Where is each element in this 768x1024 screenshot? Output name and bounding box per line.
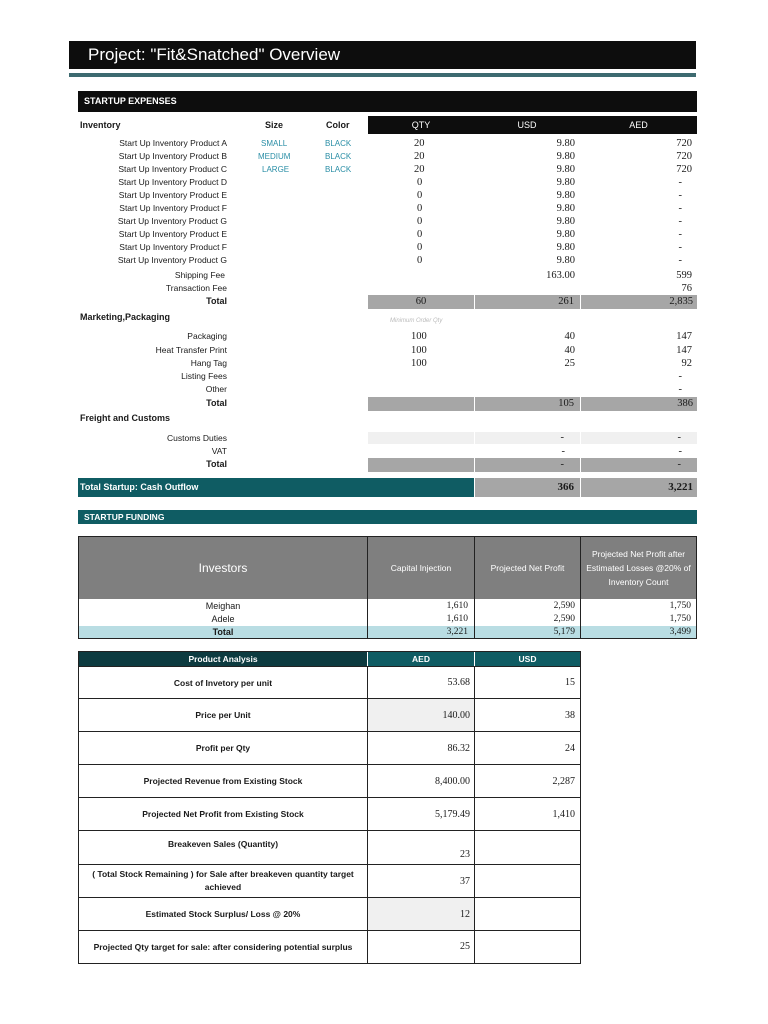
freight-row-usd: - <box>561 446 565 457</box>
investors-col-header: Investors <box>79 537 367 599</box>
marketing-row-aed: 147 <box>676 331 692 342</box>
pa-row-label: Projected Qty target for sale: after considering potential surplus <box>93 941 353 952</box>
product-analysis-header: Product Analysis <box>79 652 367 666</box>
inventory-row-color: BLACK <box>325 152 352 161</box>
investor-name: Meighan <box>205 601 241 611</box>
investor-after-losses: 1,750 <box>669 614 691 624</box>
freight-row-aed: - <box>678 446 682 457</box>
marketing-total-label: Total <box>206 398 227 408</box>
investor-net-profit: 2,590 <box>553 601 575 611</box>
page-title: Project: "Fit&Snatched" Overview <box>88 45 341 64</box>
inventory-row-qty: 0 <box>417 216 423 227</box>
freight-total-usd: - <box>475 458 580 472</box>
pa-row-aed: 37 <box>460 875 470 887</box>
after-losses-col-header: Projected Net Profit after Estimated Losses @20% of Inventory Count <box>581 537 696 599</box>
marketing-total-qty-cell <box>368 397 474 411</box>
inventory-row-label: Start Up Inventory Product C <box>118 164 227 174</box>
marketing-total-aed: 386 <box>581 397 697 411</box>
inventory-row-usd: 9.80 <box>556 203 575 214</box>
shipping-fee-label: Shipping Fee <box>174 270 225 280</box>
marketing-row-qty: 100 <box>411 345 427 356</box>
inventory-row-color: BLACK <box>325 139 352 148</box>
pa-row-usd <box>475 865 575 897</box>
min-order-note: Minimum Order Qty <box>390 318 443 324</box>
pa-row-usd <box>475 845 575 863</box>
freight-total-qty-cell <box>368 458 474 472</box>
investor-name: Adele <box>211 614 235 624</box>
col-inventory: Inventory <box>80 120 121 130</box>
marketing-total-usd: 105 <box>475 397 580 411</box>
pa-row-label: Projected Net Profit from Existing Stock <box>142 809 304 819</box>
transaction-fee-label: Transaction Fee <box>165 283 227 293</box>
inventory-row-label: Start Up Inventory Product G <box>117 255 227 265</box>
inventory-row-size: LARGE <box>262 165 290 174</box>
inventory-row-label: Start Up Inventory Product E <box>118 190 227 200</box>
inventory-row-qty: 20 <box>414 151 425 162</box>
inventory-row-label: Start Up Inventory Product B <box>118 151 227 161</box>
pa-row-aed: 5,179.49 <box>435 808 470 820</box>
pa-row-label: Profit per Qty <box>195 743 251 753</box>
shipping-fee-aed: 599 <box>676 270 692 281</box>
freight-row-aed: - <box>581 432 697 444</box>
inventory-row-aed: - <box>678 255 682 266</box>
marketing-row-label: Hang Tag <box>190 358 227 368</box>
investors-total-net-profit: 5,179 <box>553 627 575 637</box>
inventory-row-usd: 9.80 <box>556 177 575 188</box>
inventory-row-aed: 720 <box>676 151 692 162</box>
freight-section-label: Freight and Customs <box>80 413 171 423</box>
marketing-row-qty: 100 <box>411 331 427 342</box>
inventory-row-qty: 0 <box>417 229 423 240</box>
inventory-row-aed: - <box>678 229 682 240</box>
pa-row-label: Breakeven Sales (Quantity) <box>167 839 279 849</box>
inventory-row-aed: - <box>678 190 682 201</box>
marketing-row-label: Packaging <box>187 331 227 341</box>
pa-col-usd: USD <box>475 652 580 666</box>
inventory-row-label: Start Up Inventory Product E <box>118 229 227 239</box>
inventory-row-usd: 9.80 <box>556 216 575 227</box>
pa-row-usd <box>475 898 575 930</box>
startup-funding-header: STARTUP FUNDING <box>78 510 697 524</box>
pa-row-usd: 15 <box>565 677 575 688</box>
col-size: Size <box>265 120 284 130</box>
marketing-row-aed: - <box>678 384 682 395</box>
inventory-total-usd: 261 <box>475 295 580 309</box>
investor-after-losses: 1,750 <box>669 601 691 611</box>
inventory-row-size: MEDIUM <box>258 152 291 161</box>
freight-row-qty-cell <box>368 432 474 444</box>
pa-col-aed: AED <box>368 652 474 666</box>
investors-total-capital: 3,221 <box>446 627 468 637</box>
pa-row-usd: 2,287 <box>552 775 575 787</box>
inventory-row-aed: - <box>678 216 682 227</box>
marketing-row-label: Other <box>205 384 227 394</box>
capital-col-header: Capital Injection <box>368 537 474 599</box>
investor-capital: 1,610 <box>446 601 468 611</box>
col-color: Color <box>326 120 350 130</box>
inventory-row-label: Start Up Inventory Product G <box>117 216 227 226</box>
pa-row-label: Price per Unit <box>195 710 251 720</box>
inventory-row-usd: 9.80 <box>556 138 575 149</box>
inventory-row-usd: 9.80 <box>556 190 575 201</box>
marketing-row-label: Heat Transfer Print <box>155 345 227 355</box>
inventory-row-aed: 720 <box>676 138 692 149</box>
marketing-row-usd: 40 <box>564 331 575 342</box>
marketing-row-qty: 100 <box>411 358 427 369</box>
freight-row-usd: - <box>475 432 580 444</box>
inventory-row-label: Start Up Inventory Product D <box>118 177 227 187</box>
inventory-row-qty: 0 <box>417 190 423 201</box>
inventory-row-aed: - <box>678 242 682 253</box>
inventory-row-usd: 9.80 <box>556 164 575 175</box>
pa-row-aed: 12 <box>368 898 474 930</box>
col-qty: QTY <box>368 116 474 134</box>
pa-row-aed: 53.68 <box>447 677 470 688</box>
total-startup-label: Total Startup: Cash Outflow <box>78 478 474 497</box>
startup-expenses-title: STARTUP EXPENSES <box>84 96 177 106</box>
inventory-row-qty: 20 <box>414 164 425 175</box>
inventory-row-qty: 0 <box>417 177 423 188</box>
col-aed: AED <box>580 116 697 134</box>
marketing-row-aed: - <box>678 371 682 382</box>
inventory-row-usd: 9.80 <box>556 242 575 253</box>
pa-row-usd: 38 <box>565 709 575 721</box>
transaction-fee-aed: 76 <box>681 283 692 294</box>
marketing-row-usd: 25 <box>564 358 575 369</box>
pa-row-label: Cost of Invetory per unit <box>173 677 273 688</box>
net-profit-col-header: Projected Net Profit <box>475 537 580 599</box>
marketing-section-label: Marketing,Packaging <box>80 312 171 322</box>
inventory-row-aed: 720 <box>676 164 692 175</box>
inventory-row-aed: - <box>678 203 682 214</box>
inventory-row-qty: 0 <box>417 255 423 266</box>
pa-row-label: Estimated Stock Surplus/ Loss @ 20% <box>145 909 301 919</box>
inventory-row-color: BLACK <box>325 165 352 174</box>
inventory-total-qty: 60 <box>368 295 474 309</box>
marketing-row-label: Listing Fees <box>181 371 227 381</box>
inventory-total-label: Total <box>206 296 227 306</box>
pa-row-aed: 25 <box>460 941 470 952</box>
inventory-row-qty: 20 <box>414 138 425 149</box>
pa-row-label: Projected Revenue from Existing Stock <box>143 776 303 786</box>
investors-total-label: Total <box>212 627 234 637</box>
inventory-row-usd: 9.80 <box>556 255 575 266</box>
shipping-fee-usd: 163.00 <box>546 270 575 281</box>
pa-row-aed: 23 <box>460 848 470 860</box>
inventory-row-size: SMALL <box>261 139 288 148</box>
total-startup-usd: 366 <box>475 478 580 497</box>
title-divider <box>69 73 696 77</box>
inventory-row-label: Start Up Inventory Product F <box>119 203 227 213</box>
marketing-row-aed: 92 <box>681 358 692 369</box>
pa-row-label: ( Total Stock Remaining ) for Sale after breakeven quantity target achieved <box>92 869 354 892</box>
pa-row-usd: 24 <box>565 742 575 754</box>
inventory-row-usd: 9.80 <box>556 151 575 162</box>
freight-row-label: Customs Duties <box>167 433 227 443</box>
pa-row-usd <box>475 931 575 962</box>
inventory-row-qty: 0 <box>417 203 423 214</box>
marketing-row-aed: 147 <box>676 345 692 356</box>
total-startup-aed: 3,221 <box>581 478 697 497</box>
col-usd: USD <box>474 116 580 134</box>
inventory-row-label: Start Up Inventory Product A <box>119 138 227 148</box>
freight-total-aed: - <box>581 458 697 472</box>
freight-total-label: Total <box>206 459 227 469</box>
inventory-row-usd: 9.80 <box>556 229 575 240</box>
investors-total-after-losses: 3,499 <box>669 627 691 637</box>
pa-row-aed: 8,400.00 <box>435 775 470 787</box>
inventory-row-aed: - <box>678 177 682 188</box>
investor-capital: 1,610 <box>446 614 468 624</box>
investor-net-profit: 2,590 <box>553 614 575 624</box>
inventory-row-label: Start Up Inventory Product F <box>119 242 227 252</box>
pa-row-aed: 86.32 <box>447 742 470 754</box>
pa-row-usd: 1,410 <box>552 808 575 820</box>
inventory-row-qty: 0 <box>417 242 423 253</box>
pa-row-aed: 140.00 <box>368 699 474 731</box>
marketing-row-usd: 40 <box>564 345 575 356</box>
freight-row-label: VAT <box>211 446 227 456</box>
inventory-total-aed: 2,835 <box>581 295 697 309</box>
